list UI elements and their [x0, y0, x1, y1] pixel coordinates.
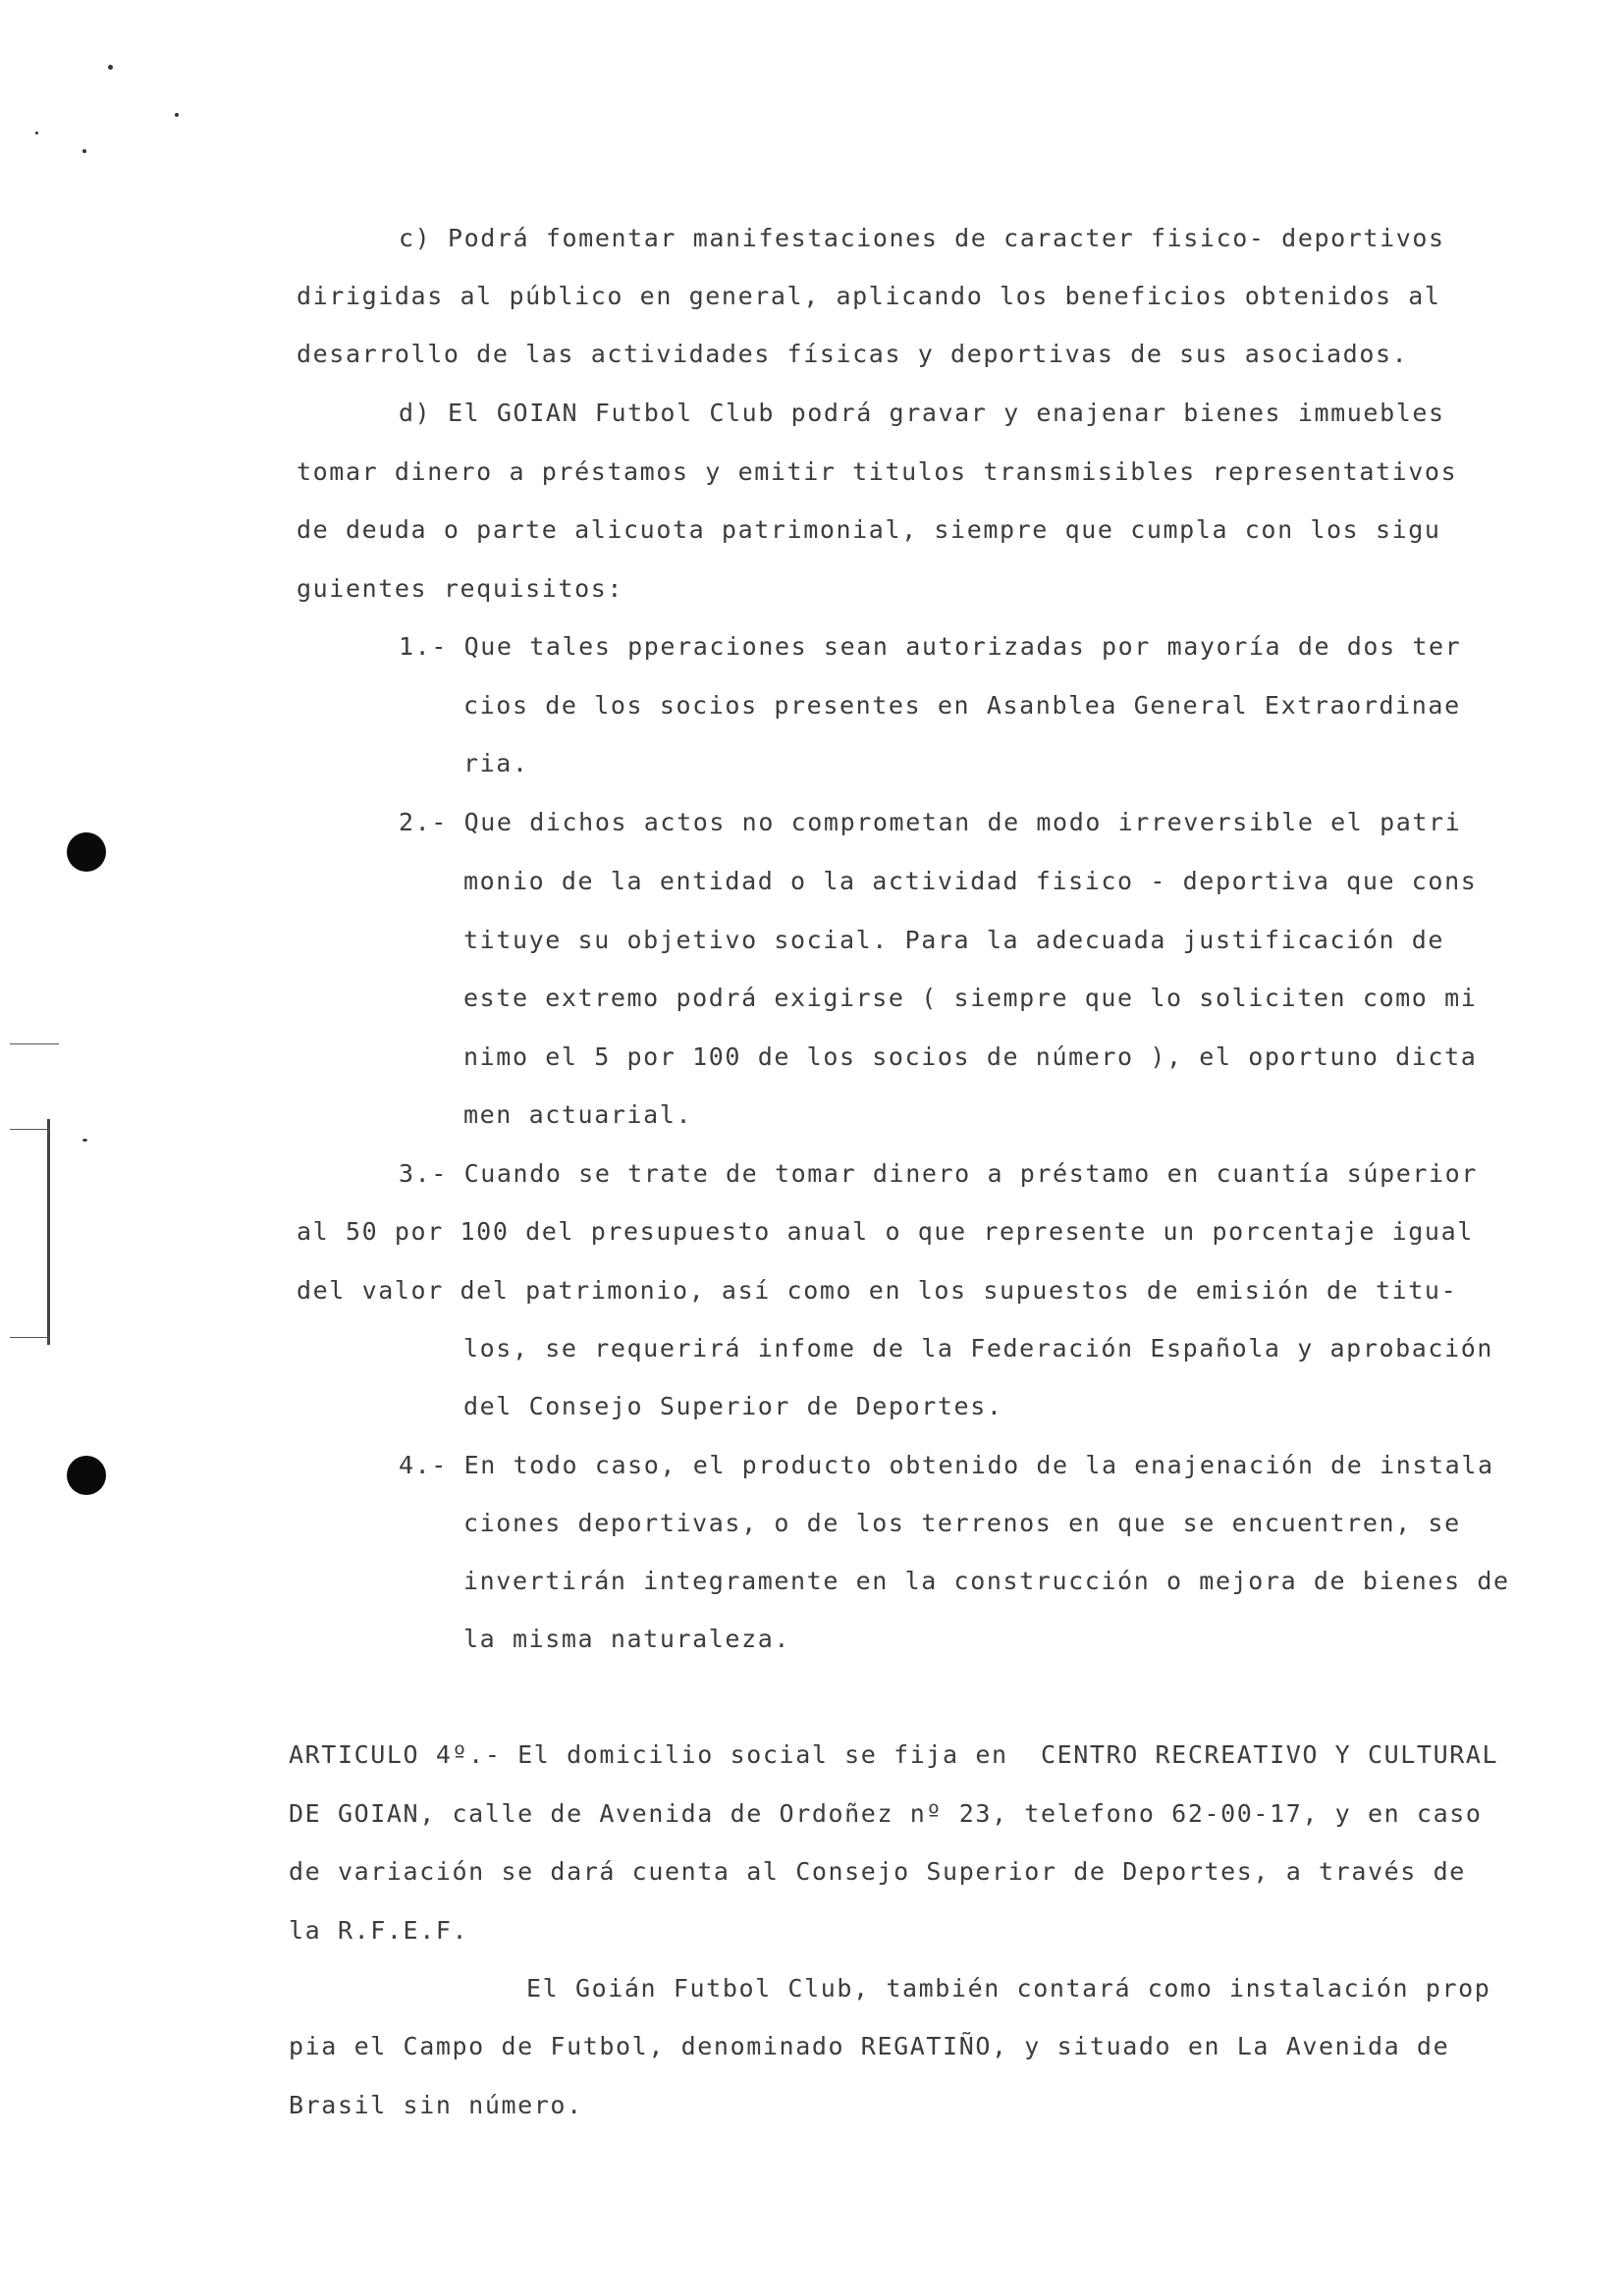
- text-line: monio de la entidad o la actividad fisico - deportiva que cons: [463, 867, 1478, 895]
- punch-hole-top: [67, 832, 106, 872]
- text-line: ciones deportivas, o de los terrenos en que se encuentren, se: [463, 1509, 1461, 1537]
- text-line: nimo el 5 por 100 de los socios de número ), el oportuno dicta: [463, 1042, 1478, 1071]
- text-line: este extremo podrá exigirse ( siempre que lo soliciten como mi: [463, 984, 1478, 1012]
- text-line: Brasil sin número.: [289, 2091, 583, 2119]
- speck: [82, 1139, 87, 1142]
- text-line: del valor del patrimonio, así como en los supuestos de emisión de titu-: [297, 1276, 1458, 1305]
- text-line: de deuda o parte alicuota patrimonial, siempre que cumpla con los sigu: [297, 515, 1441, 544]
- speck: [35, 132, 38, 134]
- margin-mark: [47, 1119, 50, 1345]
- margin-mark: [10, 1043, 59, 1044]
- list-item-3: 3.- Cuando se trate de tomar dinero a préstamo en cuantía súperior: [399, 1159, 1478, 1188]
- list-item-2: 2.- Que dichos actos no comprometan de modo irreversible el patri: [399, 808, 1462, 836]
- article-heading-line: ARTICULO 4º.- El domicilio social se fija en CENTRO RECREATIVO Y CULTURAL: [289, 1740, 1499, 1769]
- speck: [82, 149, 86, 153]
- text-line: pia el Campo de Futbol, denominado REGATIÑO, y situado en La Avenida de: [289, 2032, 1450, 2060]
- text-line: c) Podrá fomentar manifestaciones de caracter fisico- deportivos: [399, 224, 1445, 252]
- text-line: d) El GOIAN Futbol Club podrá gravar y enajenar bienes immuebles: [399, 399, 1445, 427]
- text-line: tituye su objetivo social. Para la adecuada justificación de: [463, 926, 1445, 954]
- text-line: dirigidas al público en general, aplicando los beneficios obtenidos al: [297, 282, 1441, 310]
- text-line: la R.F.E.F.: [289, 1916, 469, 1945]
- text-line: de variación se dará cuenta al Consejo Superior de Deportes, a través de: [289, 1857, 1466, 1886]
- punch-hole-bottom: [67, 1456, 106, 1495]
- text-line: DE GOIAN, calle de Avenida de Ordoñez nº 23, telefono 62-00-17, y en caso: [289, 1799, 1483, 1828]
- text-line: la misma naturaleza.: [463, 1625, 791, 1653]
- text-line: al 50 por 100 del presupuesto anual o que represente un porcentaje igual: [297, 1217, 1474, 1246]
- text-line: ria.: [463, 749, 529, 777]
- speck: [108, 65, 113, 70]
- text-line: los, se requerirá infome de la Federación Española y aprobación: [463, 1334, 1494, 1362]
- list-item-4: 4.- En todo caso, el producto obtenido de la enajenación de instala: [399, 1451, 1494, 1479]
- text-line: del Consejo Superior de Deportes.: [463, 1392, 1003, 1420]
- text-line: El Goián Futbol Club, también contará como instalación prop: [526, 1974, 1491, 2002]
- text-line: tomar dinero a préstamos y emitir titulos transmisibles representativos: [297, 457, 1458, 486]
- margin-mark: [10, 1129, 49, 1130]
- text-line: invertirán integramente en la construcción o mejora de bienes de: [463, 1567, 1510, 1595]
- text-line: desarrollo de las actividades físicas y deportivas de sus asociados.: [297, 340, 1409, 368]
- speck: [175, 113, 179, 117]
- margin-mark: [10, 1337, 49, 1338]
- list-item-1: 1.- Que tales pperaciones sean autorizadas por mayoría de dos ter: [399, 632, 1462, 661]
- text-line: men actuarial.: [463, 1100, 693, 1129]
- text-line: cios de los socios presentes en Asanblea General Extraordinae: [463, 691, 1461, 720]
- text-line: guientes requisitos:: [297, 574, 624, 603]
